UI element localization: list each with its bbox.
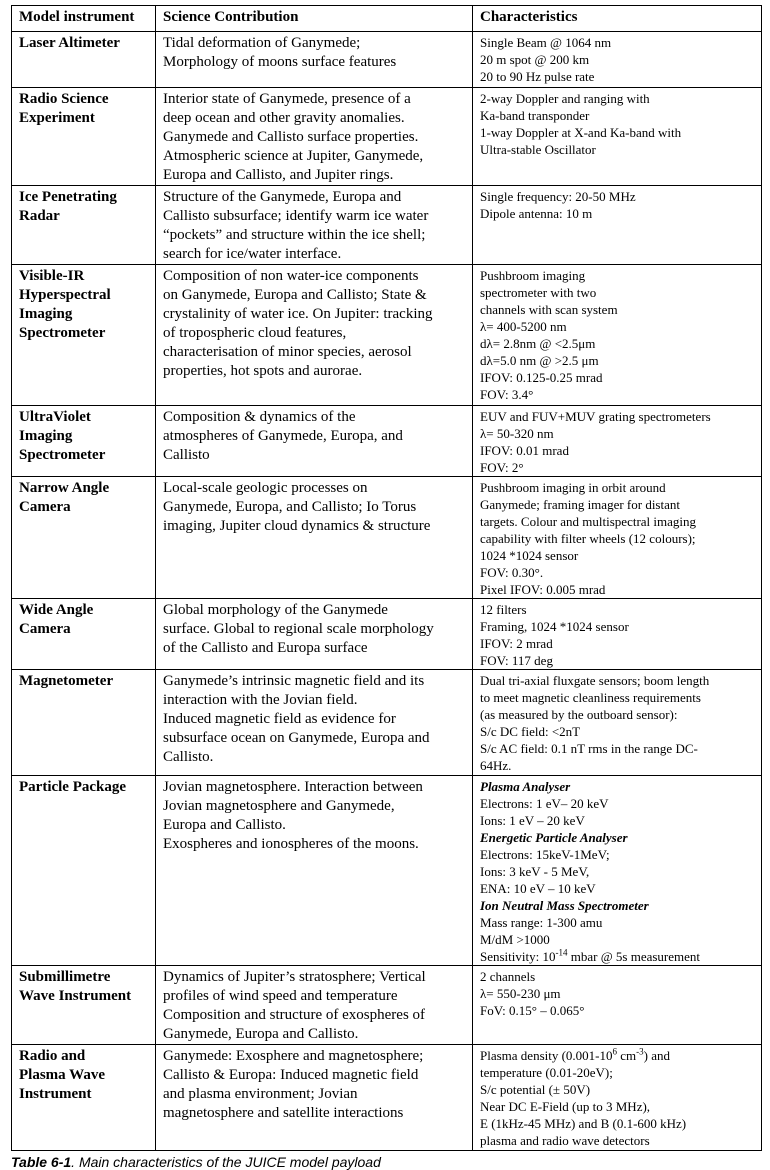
science-line: of tropospheric cloud features,	[163, 325, 347, 341]
characteristics-line: Electrons: 1 eV– 20 keV	[480, 796, 609, 811]
science-line: Composition of non water-ice components	[163, 268, 419, 284]
science-line: Morphology of moons surface features	[163, 54, 397, 70]
characteristics-line: Ultra-stable Oscillator	[480, 142, 596, 157]
science-line: Local-scale geologic processes on	[163, 480, 368, 496]
characteristics-line: S/c AC field: 0.1 nT rms in the range DC-	[480, 741, 698, 756]
table-caption	[11, 1154, 761, 1170]
characteristics-line: channels with scan system	[480, 302, 618, 317]
instrument-name: Magnetometer	[19, 673, 114, 689]
characteristics-line: targets. Colour and multispectral imaging	[480, 514, 697, 529]
characteristics-line: Ganymede; framing imager for distant	[480, 497, 680, 512]
characteristics-line: Mass range: 1-300 amu	[480, 915, 603, 930]
instrument-name: Radio Science	[19, 91, 109, 107]
table-row	[12, 1045, 762, 1151]
instrument-name: Plasma Wave	[19, 1067, 105, 1083]
science-line: Ganymede: Exosphere and magnetosphere;	[163, 1048, 424, 1064]
sub-header-ion-neutral-mass-spectrometer: Ion Neutral Mass Spectrometer	[480, 898, 649, 913]
instrument-name: Instrument	[19, 1086, 92, 1102]
science-line: Induced magnetic field as evidence for	[163, 711, 396, 727]
characteristics-line: 1-way Doppler at X-and Ka-band with	[480, 125, 682, 140]
science-cell	[156, 265, 473, 406]
sensitivity-unit: mbar @ 5s measurement	[567, 949, 701, 964]
characteristics-line: Near DC E-Field (up to 3 MHz),	[480, 1099, 651, 1114]
characteristics-line: M/dM >1000	[480, 932, 550, 947]
instrument-cell	[12, 1045, 156, 1151]
characteristics-line: E (1kHz-45 MHz) and B (0.1-600 kHz)	[480, 1116, 687, 1131]
characteristics-line: 2-way Doppler and ranging with	[480, 91, 650, 106]
characteristics-line: Electrons: 15keV-1MeV;	[480, 847, 610, 862]
sensitivity-text: Sensitivity: 10	[480, 949, 556, 964]
science-cell	[156, 406, 473, 477]
science-cell	[156, 670, 473, 776]
instrument-name: Laser Altimeter	[19, 35, 120, 51]
header-row	[12, 6, 762, 32]
table-row	[12, 966, 762, 1045]
science-line: surface. Global to regional scale morphology	[163, 621, 434, 637]
science-line: profiles of wind speed and temperature	[163, 988, 398, 1004]
instrument-cell	[12, 776, 156, 966]
characteristics-line: temperature (0.01-20eV);	[480, 1065, 613, 1080]
characteristics-line: Pixel IFOV: 0.005 mrad	[480, 582, 606, 597]
science-cell	[156, 599, 473, 670]
science-cell	[156, 776, 473, 966]
characteristics-cell	[473, 599, 762, 670]
instrument-cell	[12, 477, 156, 599]
sub-header-plasma-analyser: Plasma Analyser	[480, 779, 571, 794]
characteristics-line: FOV: 117 deg	[480, 653, 553, 668]
characteristics-line: dλ= 2.8nm @ <2.5μm	[480, 336, 596, 351]
instrument-name: Camera	[19, 621, 71, 637]
instrument-cell	[12, 265, 156, 406]
instrument-name: Particle Package	[19, 779, 127, 795]
characteristics-line: FOV: 3.4°	[480, 387, 534, 402]
instrument-cell	[12, 186, 156, 265]
science-line: Ganymede, Europa and Callisto.	[163, 1026, 359, 1042]
header-instrument: Model instrument	[12, 6, 156, 32]
instrument-cell	[12, 406, 156, 477]
instrument-name: Experiment	[19, 110, 95, 126]
characteristics-line: FOV: 0.30°.	[480, 565, 544, 580]
science-line: Atmospheric science at Jupiter, Ganymede,	[163, 148, 424, 164]
science-cell	[156, 1045, 473, 1151]
table-row	[12, 406, 762, 477]
science-line: Callisto.	[163, 749, 214, 765]
science-line: Europa and Callisto, and Jupiter rings.	[163, 167, 394, 183]
caption-text: . Main characteristics of the JUICE model payload	[71, 1154, 381, 1170]
science-line: search for ice/water interface.	[163, 246, 342, 262]
characteristics-line: EUV and FUV+MUV grating spectrometers	[480, 409, 711, 424]
exponent: 6	[612, 1046, 618, 1057]
unit-text: cm	[617, 1048, 637, 1063]
table-row	[12, 599, 762, 670]
instrument-name: Imaging	[19, 306, 73, 322]
science-line: Dynamics of Jupiter’s stratosphere; Vertical	[163, 969, 426, 985]
characteristics-line: Dipole antenna: 10 m	[480, 206, 593, 221]
instrument-name: Wave Instrument	[19, 988, 132, 1004]
header-science: Science Contribution	[156, 6, 473, 32]
table-row	[12, 88, 762, 186]
characteristics-line: 64Hz.	[480, 758, 512, 773]
characteristics-line: dλ=5.0 nm @ >2.5 μm	[480, 353, 599, 368]
characteristics-line: Dual tri-axial fluxgate sensors; boom length	[480, 673, 710, 688]
plasma-density-text: Plasma density (0.001-10	[480, 1048, 613, 1063]
instrument-name: Radar	[19, 208, 60, 224]
instrument-name: Imaging	[19, 428, 73, 444]
table-row	[12, 186, 762, 265]
characteristics-line: (as measured by the outboard sensor):	[480, 707, 678, 722]
table-row	[12, 670, 762, 776]
characteristics-line: S/c potential (± 50V)	[480, 1082, 591, 1097]
characteristics-cell	[473, 776, 762, 966]
characteristics-line: FoV: 0.15° – 0.065°	[480, 1003, 585, 1018]
characteristics-line: λ= 550-230 μm	[480, 986, 561, 1001]
science-cell	[156, 186, 473, 265]
science-line: Composition and structure of exospheres of	[163, 1007, 426, 1023]
science-line: Callisto subsurface; identify warm ice water	[163, 208, 429, 224]
characteristics-cell	[473, 32, 762, 88]
science-line: Tidal deformation of Ganymede;	[163, 35, 361, 51]
science-line: Interior state of Ganymede, presence of a	[163, 91, 411, 107]
characteristics-line: Ka-band transponder	[480, 108, 590, 123]
instrument-name: Radio and	[19, 1048, 86, 1064]
characteristics-line: 2 channels	[480, 969, 536, 984]
exponent: -3	[636, 1046, 644, 1057]
characteristics-cell	[473, 406, 762, 477]
instrument-name: Wide Angle	[19, 602, 94, 618]
instrument-name: Submillimetre	[19, 969, 111, 985]
science-line: Structure of the Ganymede, Europa and	[163, 189, 402, 205]
table-row	[12, 776, 762, 966]
science-line: Ganymede and Callisto surface properties.	[163, 129, 419, 145]
characteristics-cell	[473, 670, 762, 776]
characteristics-line: λ= 400-5200 nm	[480, 319, 567, 334]
science-cell	[156, 32, 473, 88]
science-line: of the Callisto and Europa surface	[163, 640, 368, 656]
characteristics-cell	[473, 186, 762, 265]
science-line: on Ganymede, Europa and Callisto; State &	[163, 287, 427, 303]
science-cell	[156, 966, 473, 1045]
table-row	[12, 265, 762, 406]
science-line: characterisation of minor species, aerosol	[163, 344, 412, 360]
characteristics-line: IFOV: 0.01 mrad	[480, 443, 569, 458]
payload-table	[11, 5, 762, 1151]
document-page	[11, 5, 761, 1170]
science-line: imaging, Jupiter cloud dynamics & structure	[163, 518, 431, 534]
instrument-cell	[12, 670, 156, 776]
characteristics-line: Single Beam @ 1064 nm	[480, 35, 612, 50]
science-cell	[156, 88, 473, 186]
instrument-name: UltraViolet	[19, 409, 91, 425]
characteristics-line: Single frequency: 20-50 MHz	[480, 189, 636, 204]
characteristics-line: plasma and radio wave detectors	[480, 1133, 650, 1148]
instrument-name: Spectrometer	[19, 325, 106, 341]
characteristics-line: Framing, 1024 *1024 sensor	[480, 619, 629, 634]
characteristics-line: spectrometer with two	[480, 285, 597, 300]
science-line: Ganymede, Europa, and Callisto; Io Torus	[163, 499, 417, 515]
characteristics-cell	[473, 265, 762, 406]
table-row	[12, 477, 762, 599]
characteristics-line: S/c DC field: <2nT	[480, 724, 581, 739]
science-line: magnetosphere and satellite interactions	[163, 1105, 404, 1121]
characteristics-cell	[473, 966, 762, 1045]
unit-text: ) and	[643, 1048, 671, 1063]
instrument-name: Camera	[19, 499, 71, 515]
science-line: Europa and Callisto.	[163, 817, 286, 833]
characteristics-line: 20 to 90 Hz pulse rate	[480, 69, 595, 84]
characteristics-line: FOV: 2°	[480, 460, 524, 475]
science-line: Jovian magnetosphere. Interaction between	[163, 779, 423, 795]
science-cell	[156, 477, 473, 599]
science-line: Callisto & Europa: Induced magnetic field	[163, 1067, 419, 1083]
instrument-name: Ice Penetrating	[19, 189, 117, 205]
characteristics-line: to meet magnetic cleanliness requirements	[480, 690, 701, 705]
table-row	[12, 32, 762, 88]
characteristics-line	[480, 1047, 755, 1064]
science-line: crystalinity of water ice. On Jupiter: tracking	[163, 306, 433, 322]
characteristics-line: ENA: 10 eV – 10 keV	[480, 881, 596, 896]
science-line: Jovian magnetosphere and Ganymede,	[163, 798, 395, 814]
characteristics-line: Ions: 1 eV – 20 keV	[480, 813, 585, 828]
science-line: deep ocean and other gravity anomalies.	[163, 110, 405, 126]
characteristics-line: λ= 50-320 nm	[480, 426, 554, 441]
science-line: Composition & dynamics of the	[163, 409, 356, 425]
characteristics-line: IFOV: 0.125-0.25 mrad	[480, 370, 603, 385]
science-line: and plasma environment; Jovian	[163, 1086, 358, 1102]
science-line: Global morphology of the Ganymede	[163, 602, 388, 618]
characteristics-line: capability with filter wheels (12 colours);	[480, 531, 696, 546]
instrument-cell	[12, 599, 156, 670]
instrument-cell	[12, 966, 156, 1045]
science-line: “pockets” and structure within the ice shell;	[163, 227, 426, 243]
characteristics-line: Ions: 3 keV - 5 MeV,	[480, 864, 590, 879]
instrument-name: Visible-IR	[19, 268, 85, 284]
science-line: Callisto	[163, 447, 210, 463]
characteristics-line: Pushbroom imaging in orbit around	[480, 480, 666, 495]
caption-label: Table 6-1	[11, 1154, 72, 1170]
characteristics-line: 12 filters	[480, 602, 527, 617]
characteristics-line: 1024 *1024 sensor	[480, 548, 579, 563]
science-line: subsurface ocean on Ganymede, Europa and	[163, 730, 430, 746]
characteristics-cell	[473, 1045, 762, 1151]
instrument-name: Spectrometer	[19, 447, 106, 463]
exponent: -14	[555, 947, 568, 958]
characteristics-line: 20 m spot @ 200 km	[480, 52, 590, 67]
instrument-name: Narrow Angle	[19, 480, 110, 496]
science-line: Ganymede’s intrinsic magnetic field and its	[163, 673, 425, 689]
instrument-cell	[12, 88, 156, 186]
characteristics-line: Pushbroom imaging	[480, 268, 586, 283]
characteristics-cell	[473, 88, 762, 186]
sub-header-energetic-particle-analyser: Energetic Particle Analyser	[480, 830, 628, 845]
instrument-name: Hyperspectral	[19, 287, 111, 303]
characteristics-cell	[473, 477, 762, 599]
science-line: interaction with the Jovian field.	[163, 692, 358, 708]
header-characteristics: Characteristics	[473, 6, 762, 32]
science-line: atmospheres of Ganymede, Europa, and	[163, 428, 403, 444]
characteristics-line: IFOV: 2 mrad	[480, 636, 553, 651]
instrument-cell	[12, 32, 156, 88]
characteristics-line	[480, 948, 755, 965]
science-line: properties, hot spots and aurorae.	[163, 363, 363, 379]
science-line: Exospheres and ionospheres of the moons.	[163, 836, 419, 852]
